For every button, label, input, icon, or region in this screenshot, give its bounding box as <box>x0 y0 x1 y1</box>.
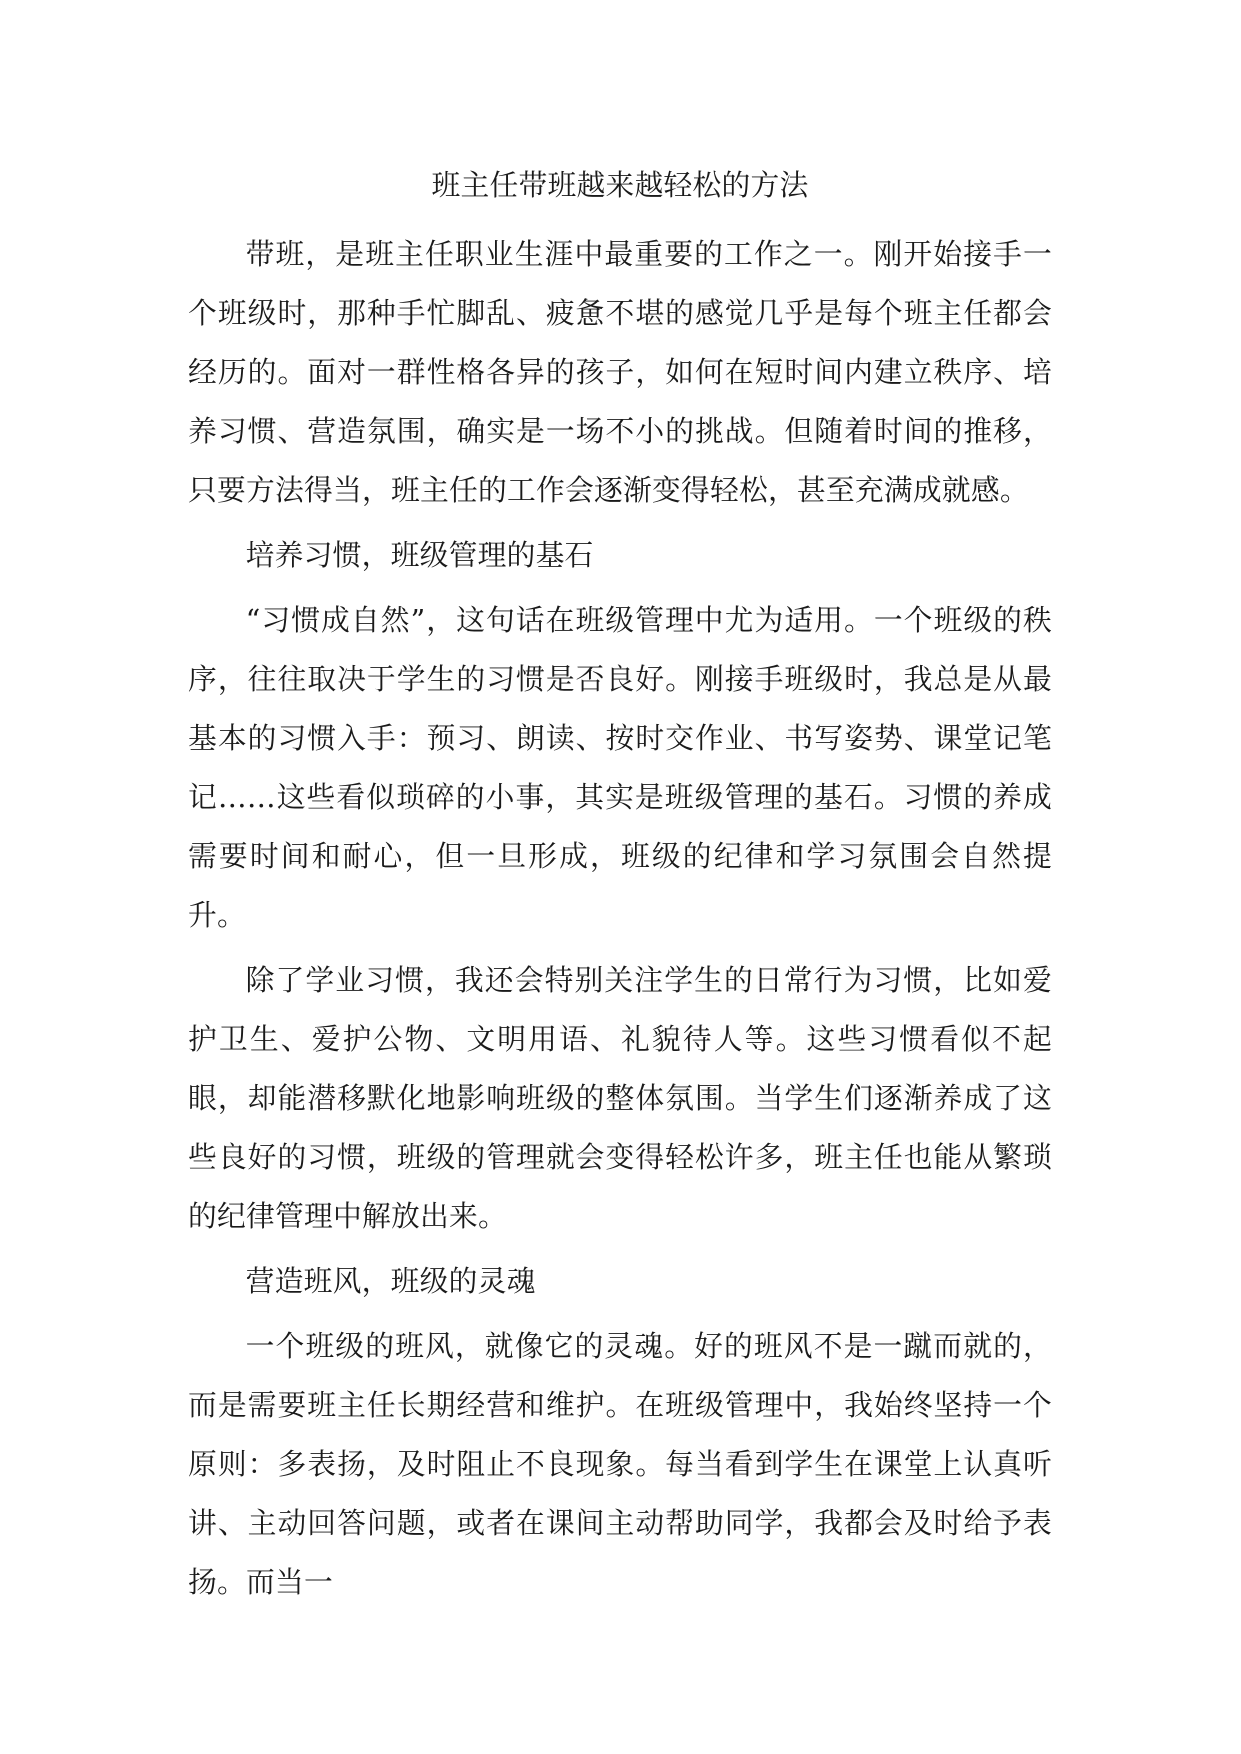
paragraph-habits-1: “习惯成自然”，这句话在班级管理中尤为适用。一个班级的秩序，往往取决于学生的习惯是否良好。刚接手班级时，我总是从最基本的习惯入手：预习、朗读、按时交作业、书写姿势、课堂记笔记……这些看似琐碎的小事，其实是班级管理的基石。习惯的养成需要时间和耐心，但一旦形成，班级的纪律和学习氛围会自然提升。 <box>188 603 1052 932</box>
paragraph-intro: 带班，是班主任职业生涯中最重要的工作之一。刚开始接手一个班级时，那种手忙脚乱、疲惫不堪的感觉几乎是每个班主任都会经历的。面对一群性格各异的孩子，如何在短时间内建立秩序、培养习惯、营造氛围，确实是一场不小的挑战。但随着时间的推移，只要方法得当，班主任的工作会逐渐变得轻松，甚至充满成就感。 <box>188 237 1052 507</box>
paragraph-class-spirit-1: 一个班级的班风，就像它的灵魂。好的班风不是一蹴而就的，而是需要班主任长期经营和维护。在班级管理中，我始终坚持一个原则：多表扬，及时阻止不良现象。每当看到学生在课堂上认真听讲、主动回答问题，或者在课间主动帮助同学，我都会及时给予表扬。而当一 <box>188 1329 1052 1599</box>
paragraph-habits-2: 除了学业习惯，我还会特别关注学生的日常行为习惯，比如爱护卫生、爱护公物、文明用语、礼貌待人等。这些习惯看似不起眼，却能潜移默化地影响班级的整体氛围。当学生们逐渐养成了这些良好的习惯，班级的管理就会变得轻松许多，班主任也能从繁琐的纪律管理中解放出来。 <box>188 963 1052 1233</box>
section-heading-class-spirit: 营造班风，班级的灵魂 <box>245 1264 536 1298</box>
document-body <box>188 156 1052 1612</box>
section-heading-habits: 培养习惯，班级管理的基石 <box>245 538 594 572</box>
document-title: 班主任带班越来越轻松的方法 <box>431 168 809 202</box>
